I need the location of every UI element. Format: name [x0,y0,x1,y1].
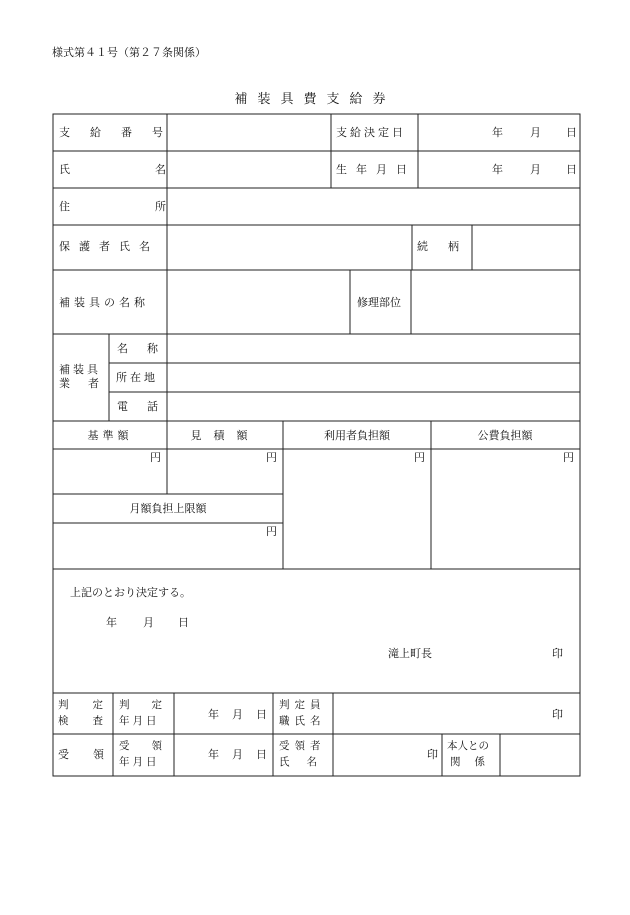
decision-year-unit: 年 [106,616,117,629]
receiver-line1: 受領者 [279,740,326,752]
monthly-limit-field[interactable] [54,524,282,568]
receipt-label: 受領 [58,748,128,761]
decision-year-unit: 年 [492,126,503,139]
address-label: 住所 [59,200,251,213]
decision-day-unit: 日 [566,126,577,139]
relationship-label: 続柄 [417,240,479,253]
birth-day-unit: 日 [566,163,577,176]
vendor-name-field[interactable] [168,335,579,362]
receipt-day-unit: 日 [256,748,267,761]
inspection-date-label-line1: 判定 [119,699,184,711]
inspection-officer-line1: 判定員 [279,699,326,711]
receipt-date-label-line2: 年月日 [119,756,160,768]
birth-year-unit: 年 [492,163,503,176]
decision-statement: 上記のとおり決定する。 [70,586,191,599]
payment-number-label [59,126,183,139]
receiver-line2: 氏名 [279,756,334,768]
user-burden-header: 利用者負担額 [324,429,390,442]
form-number: 様式第４１号（第２７条関係） [52,46,206,59]
receipt-date-label-line1: 受領 [119,740,184,752]
inspection-year-unit: 年 [208,708,219,721]
relation-label-line1: 本人との [447,740,489,752]
decision-day-unit: 日 [178,616,189,629]
birth-month-unit: 月 [530,163,541,176]
decision-month-unit: 月 [530,126,541,139]
standard-amount-header: 基準額 [87,429,133,442]
vendor-phone-field[interactable] [168,393,579,420]
monthly-limit-yen: 円 [266,525,277,538]
inspection-day-unit: 日 [256,708,267,721]
vendor-name-label: 名称 [117,342,177,355]
mayor-seal: 印 [552,647,563,660]
relation-label-line2: 関係 [450,756,499,768]
receipt-month-unit: 月 [232,748,243,761]
standard-amount-yen: 円 [150,451,161,464]
vendor-phone-label: 電話 [117,400,177,413]
receipt-year-unit: 年 [208,748,219,761]
device-name-field[interactable] [168,271,349,333]
payment-number-label-text: 支給番号 [59,126,183,139]
inspection-officer-field[interactable] [334,694,579,733]
estimate-amount-yen: 円 [266,451,277,464]
inspection-month-unit: 月 [232,708,243,721]
estimate-amount-header: 見積額 [190,429,260,442]
guardian-name-field[interactable] [168,226,411,269]
estimate-amount-field[interactable] [168,450,282,493]
monthly-limit-header: 月額負担上限額 [129,502,207,515]
device-name-label: 補装具の名称 [59,296,149,309]
user-burden-field[interactable] [284,450,430,568]
name-field[interactable] [168,152,330,187]
vendor-label-line2: 業者 [59,377,117,390]
inspection-seal: 印 [552,708,563,721]
inspection-label-line1: 判定 [58,699,127,711]
inspection-date-label-line2: 年月日 [119,715,160,727]
payment-number-field[interactable] [168,115,330,150]
relationship-field[interactable] [473,226,579,269]
inspection-officer-line2: 職氏名 [279,715,326,727]
birth-date-label: 生年月日 [336,163,416,176]
address-field[interactable] [168,189,579,224]
inspection-label-line2: 検査 [58,715,127,727]
public-burden-header: 公費負担額 [477,429,533,442]
receiver-name-field[interactable] [334,735,441,775]
public-burden-yen: 円 [563,451,574,464]
user-burden-yen: 円 [414,451,425,464]
decision-date-label: 支給決定日 [336,126,406,139]
mayor-label: 滝上町長 [388,647,432,660]
decision-month-unit: 月 [143,616,154,629]
guardian-name-label: 保護者氏名 [59,240,159,253]
vendor-location-field[interactable] [168,364,579,391]
vendor-label-line1: 補装具 [59,363,101,376]
relation-field[interactable] [501,735,579,775]
vendor-location-label: 所在地 [116,371,158,384]
repair-part-label: 修理部位 [357,296,401,309]
public-burden-field[interactable] [432,450,579,568]
name-label: 氏名 [59,163,251,176]
repair-part-field[interactable] [412,271,579,333]
receiver-seal: 印 [427,748,438,761]
page-title: 補装具費支給券 [234,92,396,107]
